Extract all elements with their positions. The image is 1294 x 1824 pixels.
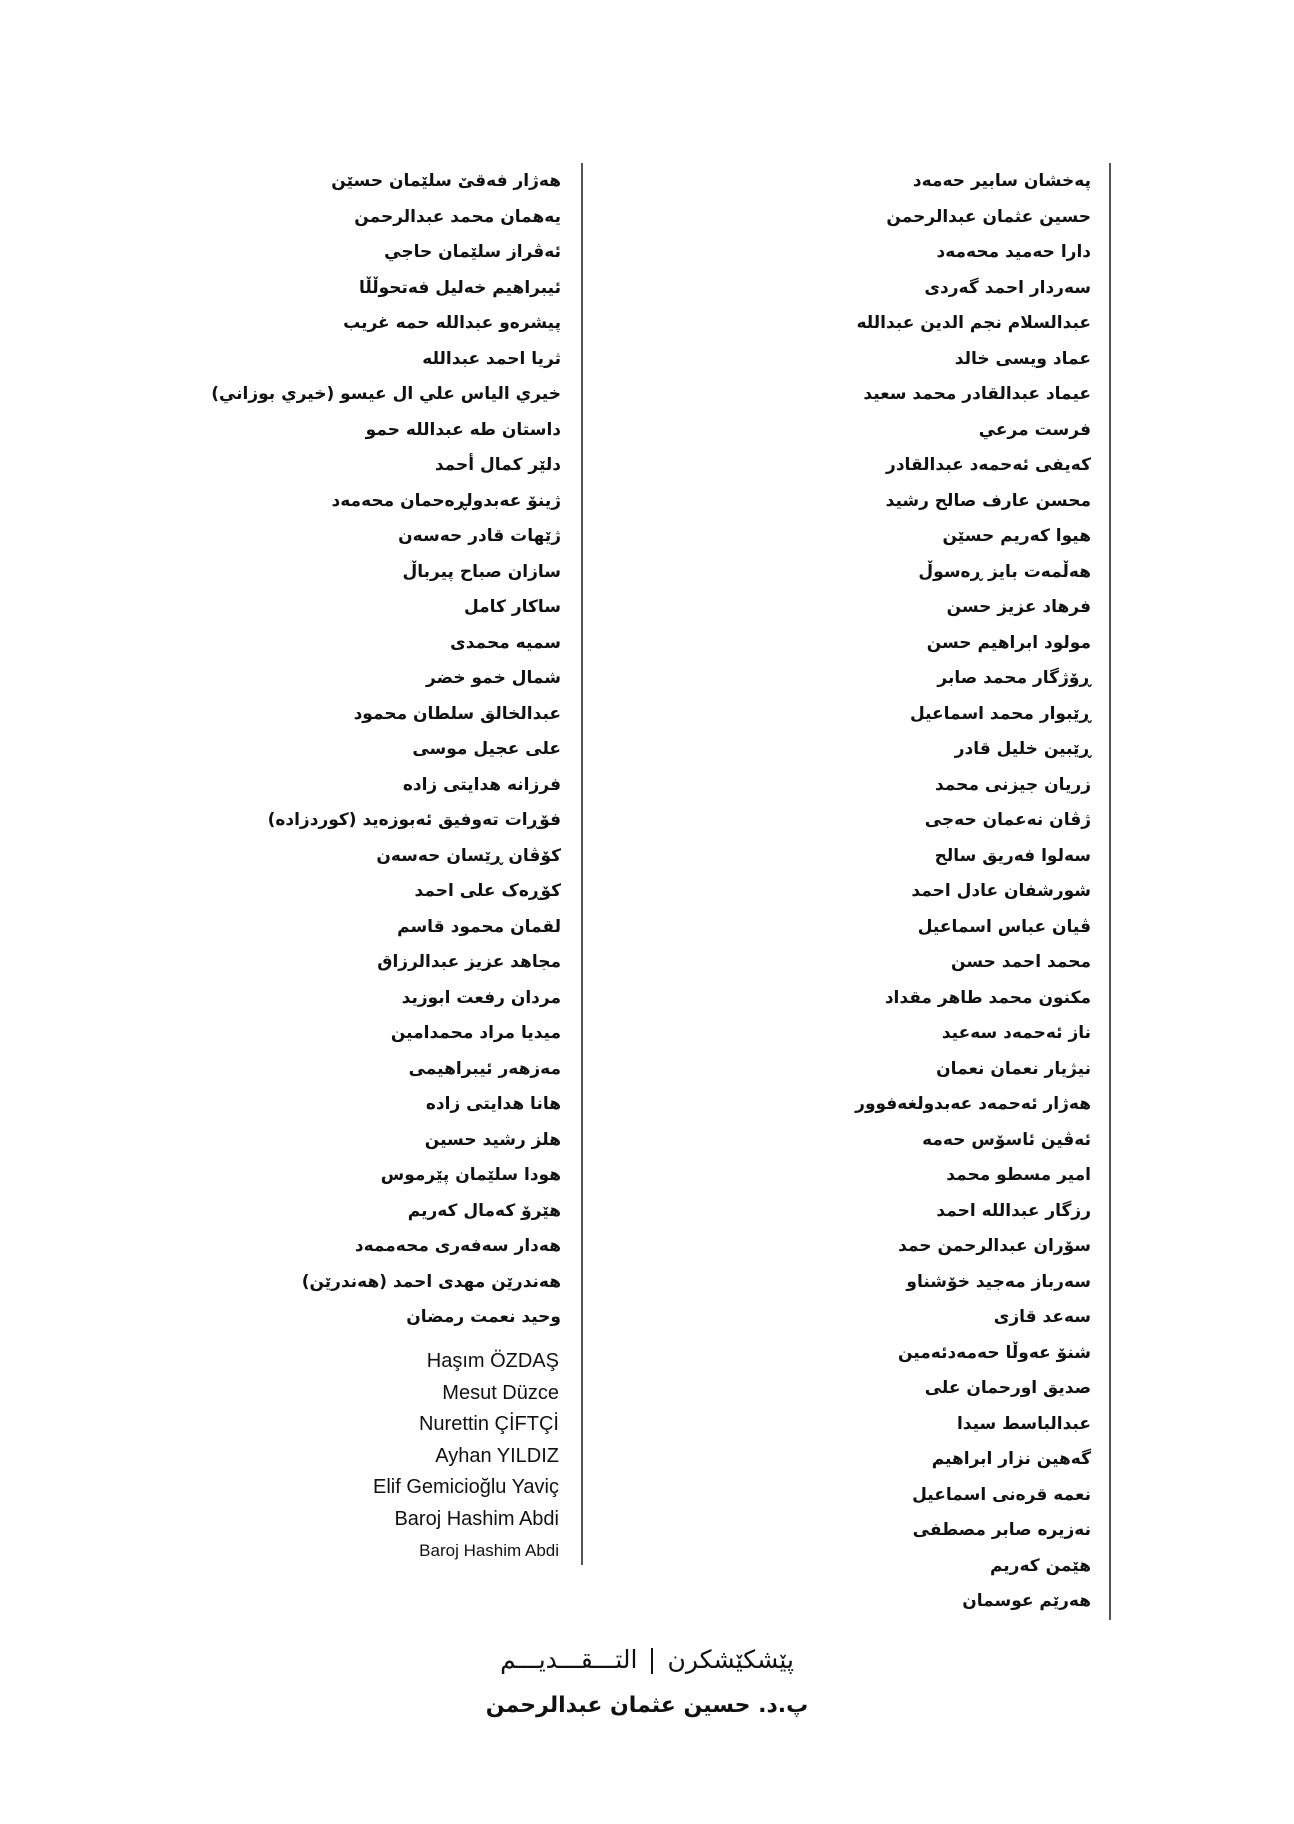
list-item: فرست مرعي (978, 419, 1091, 440)
list-item: ژێهات قادر حەسەن (398, 526, 561, 546)
list-item: نيژيار نعمان نعمان (936, 1058, 1091, 1079)
list-item: کۆڤان ڕێسان حەسەن (376, 845, 561, 866)
list-item: هەژار ئەحمەد عەبدولغەفوور (855, 1094, 1091, 1114)
list-item: هەدار سەفەری محەممەد (354, 1236, 561, 1256)
list-item: ثريا احمد عبدالله (422, 348, 561, 369)
list-item: شمال خمو خضر (426, 668, 561, 688)
list-item: ژڤان نەعمان حەجی (924, 810, 1091, 830)
list-item: شنۆ عەوڵا حەمەدئەمین (898, 1342, 1091, 1363)
list-item: ڕێبين خليل قادر (954, 739, 1091, 759)
list-item: هەژار فەقێ سلێمان حسێن (331, 171, 561, 191)
footer-title (0, 1636, 1294, 1684)
list-item: هيوا کەريم حسێن (942, 526, 1091, 546)
list-item: يەهمان محمد عبدالرحمن (354, 206, 561, 227)
list-item: گەهين نزار ابراهيم (931, 1449, 1091, 1469)
list-item: سەعد قازی (993, 1307, 1091, 1327)
list-item: ڕێبوار محمد اسماعيل (909, 703, 1091, 724)
list-item: مولود ابراهيم حسن (926, 632, 1091, 653)
list-item: هێمن کەریم (989, 1555, 1091, 1576)
list-item: عبدالسلام نجم الدين عبدالله (856, 313, 1091, 333)
list-item: زريان جيزنى محمد (934, 774, 1091, 795)
list-item: فرزانه هدايتى زاده (402, 774, 561, 795)
list-item: سۆران عبدالرحمن حمد (898, 1236, 1091, 1256)
left-column-rule (581, 163, 583, 1565)
list-item: عيماد عبدالقادر محمد سعيد (863, 384, 1091, 404)
list-item: ڤيان عباس اسماعيل (917, 916, 1091, 937)
list-item: Haşım ÖZDAŞ (426, 1350, 559, 1372)
list-item: محمد احمد حسن (951, 952, 1091, 972)
list-item: Elif Gemicioğlu Yaviç (373, 1476, 559, 1498)
list-item: کەیفی ئەحمەد عبدالقادر (886, 455, 1091, 475)
footer-author: پ.د. حسين عثمان عبدالرحمن (485, 1693, 809, 1718)
list-item: صديق اورحمان على (924, 1378, 1091, 1398)
right-column-rule (1109, 163, 1111, 1620)
list-item: لقمان محمود قاسم (397, 916, 561, 937)
list-item: عبدالباسط سيدا (956, 1413, 1091, 1434)
list-item: کۆڕەک على احمد (414, 881, 561, 901)
footer (0, 1636, 1294, 1728)
list-item: فۆڕات تەوفیق ئەبوزەید (کوردزادە) (267, 810, 561, 830)
list-item: هەندرێن مهدی احمد (هەندرێن) (301, 1271, 561, 1292)
list-item: ميديا مراد محمدامين (390, 1023, 561, 1043)
list-item: سازان صباح پيرباڵ (402, 561, 561, 582)
list-item: امير مسطو محمد (946, 1165, 1091, 1185)
list-item: دارا حەمید محەمەد (936, 242, 1091, 262)
list-item: هەرێم عوسمان (962, 1591, 1091, 1611)
list-item: ئيبراهيم خەليل فەتحوڵڵا (358, 277, 561, 298)
list-item: سەردار احمد گەردی (924, 277, 1091, 298)
footer-separator (651, 1648, 653, 1674)
list-item: ڕۆژگار محمد صابر (937, 668, 1091, 688)
list-item: هێرۆ کەمال کەریم (407, 1200, 561, 1221)
list-item: عماد ويسى خالد (954, 348, 1091, 369)
list-item: على عجيل موسى (412, 739, 561, 759)
list-item: پيشرەو عبدالله حمه غريب (343, 313, 561, 333)
list-item: عبدالخالق سلطان محمود (353, 703, 561, 724)
list-item: سەلوا فەريق سالح (934, 845, 1091, 866)
list-item: ناز ئەحمەد سەعید (941, 1023, 1091, 1043)
list-item: Baroj Hashim Abdi (394, 1507, 559, 1530)
list-item: مكنون محمد طاهر مقداد (884, 987, 1091, 1008)
list-item: Ayhan YILDIZ (435, 1444, 559, 1467)
list-item: وحيد نعمت رمضان (406, 1307, 561, 1327)
list-item: مردان رفعت ابوزيد (401, 987, 561, 1008)
list-item: خيري الياس علي ال عيسو (خيري بوزاني) (211, 384, 561, 404)
list-item: پەخشان سابیر حەمەد (912, 171, 1091, 191)
list-item: ژينۆ عەبدولڕەحمان محەمەد (331, 490, 561, 511)
list-item: سميه محمدى (450, 632, 561, 653)
list-item: ساكار كامل (463, 597, 561, 617)
right-name-column (621, 164, 1091, 1620)
list-item: سەرباز مەجید خۆشناو (906, 1271, 1091, 1292)
list-item: هەڵمەت بايز ڕەسوڵ (918, 561, 1091, 582)
list-item: ئەڤراز سلێمان حاجي (384, 242, 561, 262)
list-item: مجاهد عزيز عبدالرزاق (377, 952, 561, 972)
footer-right-word: التـــقـــديـــم (500, 1645, 638, 1674)
list-item: دلێر کمال أحمد (434, 455, 561, 475)
list-item: هلز رشيد حسين (424, 1129, 561, 1150)
footer-left-word: پێشکێشکرن (667, 1645, 794, 1674)
left-name-column (41, 164, 561, 1336)
list-item: هودا سلێمان پێرموس (380, 1165, 561, 1185)
list-item: Mesut Düzce (442, 1381, 559, 1404)
list-item: مەزهەر ئیبراهیمی (408, 1058, 561, 1079)
list-item: نەزیرە صابر مصطفى (912, 1520, 1091, 1540)
list-item: Baroj Hashim Abdi (419, 1541, 559, 1560)
list-item: حسين عثمان عبدالرحمن (886, 206, 1091, 227)
list-item: ئەڤین ئاسۆس حەمە (922, 1129, 1091, 1150)
list-item: هانا هدايتى زاده (425, 1094, 561, 1114)
list-item: فرهاد عزيز حسن (946, 597, 1091, 617)
latin-name-list (159, 1346, 559, 1567)
list-item: شورشفان عادل احمد (911, 881, 1091, 901)
list-item: داستان طه عبدالله حمو (365, 419, 561, 440)
list-item: محسن عارف صالح رشيد (885, 490, 1091, 511)
list-item: نعمه قرەنی اسماعيل (912, 1484, 1091, 1505)
list-item: رزگار عبدالله احمد (936, 1200, 1091, 1221)
list-item: Nurettin ÇİFTÇİ (418, 1413, 559, 1435)
